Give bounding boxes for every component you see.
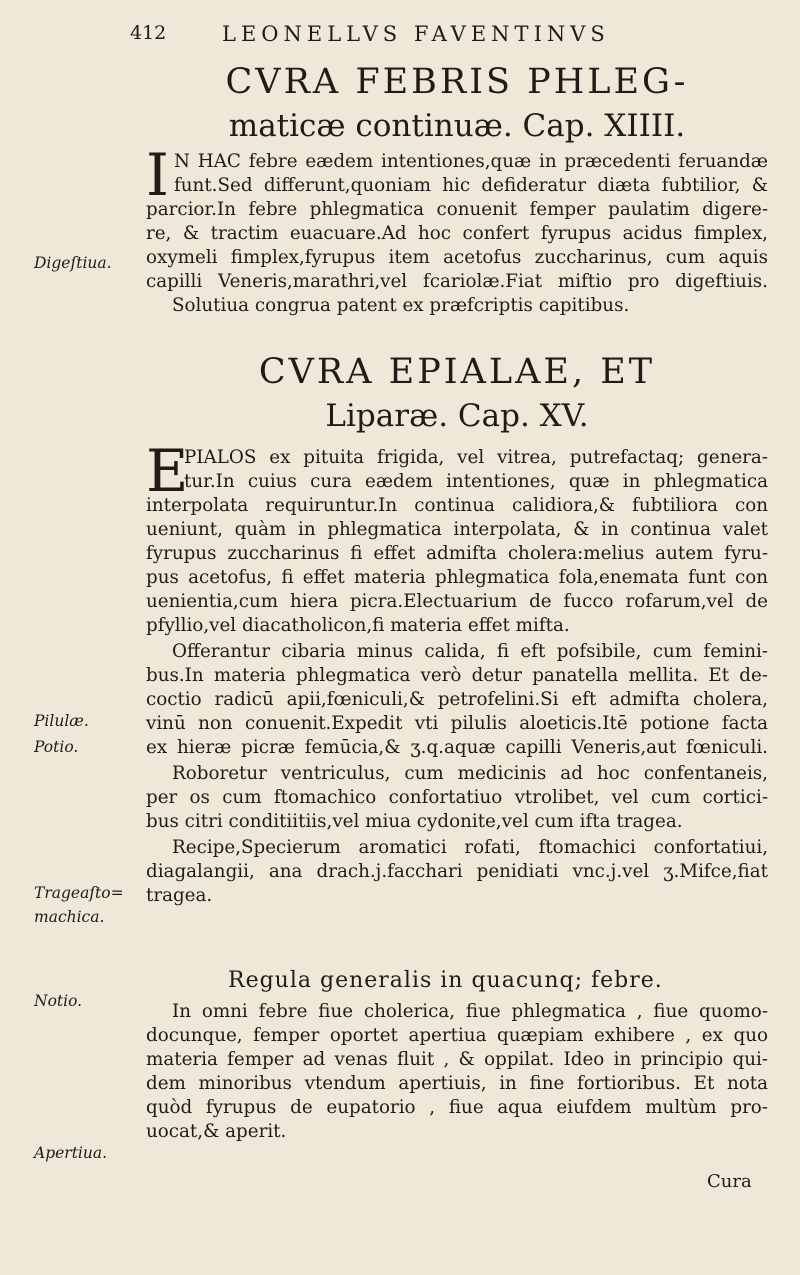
margin-note-trageastomachica-cont: machica.	[34, 908, 105, 926]
drop-cap-i: I	[146, 141, 169, 209]
rule-heading: Regula generalis in quacunq; febre.	[228, 968, 663, 993]
text-line: Recipe,Specierum aromatici rofati, ftomachici confortatiui,	[172, 837, 768, 858]
text-line: materia femper ad venas fluit , & oppilat. Ideo in principio qui-	[146, 1049, 768, 1070]
chapter-14-title: CVRA FEBRIS PHLEG-	[225, 62, 689, 102]
text-line: tur.In cuius cura eædem intentiones, quæ in phlegmatica	[184, 471, 768, 492]
margin-note-potio: Potio.	[34, 738, 79, 756]
catchword: Cura	[707, 1171, 752, 1192]
text-line: pfyllio,vel diacatholicon,fi materia effet mifta.	[146, 615, 570, 636]
chapter-15-title: CVRA EPIALAE, ET	[258, 352, 656, 392]
text-line: bus citri conditiitiis,vel miua cydonite,vel cum ifta tragea.	[146, 811, 683, 832]
text-line: Roboretur ventriculus, cum medicinis ad hoc confentaneis,	[172, 763, 768, 784]
text-line: re, & tractim euacuare.Ad hoc confert fyrupus acidus fimplex,	[146, 223, 768, 244]
text-line: PIALOS ex pituita frigida, vel vitrea, putrefactaq; genera-	[184, 447, 768, 468]
text-line: Solutiua congrua patent ex præfcriptis capitibus.	[172, 295, 630, 316]
text-line: ex hieræ picræ femūcia,& ʒ.q.aquæ capilli Veneris,aut fœniculi.	[146, 737, 768, 758]
chapter-15-subtitle: Liparæ. Cap. XV.	[325, 398, 589, 434]
text-line: coctio radicū apii,fœniculi,& petrofelini.Si eft admifta cholera,	[146, 689, 768, 710]
text-line: dem minoribus vtendum apertiuis, in fine fortioribus. Et nota	[146, 1073, 768, 1094]
text-line: vinū non conuenit.Expedit vti pilulis aloeticis.Itē potione facta	[146, 713, 768, 734]
chapter-14-subtitle: maticæ continuæ. Cap. XIIII.	[228, 108, 686, 144]
text-line: Offerantur cibaria minus calida, fi eft pofsibile, cum femini-	[172, 641, 768, 662]
text-line: N HAC febre eædem intentiones,quæ in præcedenti feruandæ	[174, 151, 768, 172]
chapter-15-body	[146, 437, 768, 966]
drop-cap-e: E	[146, 437, 189, 505]
text-line: funt.Sed differunt,quoniam hic defideratur diæta fubtilior, &	[174, 175, 768, 196]
text-line: capilli Veneris,marathri,vel fcariolæ.Fiat miftio pro digeftiuis.	[146, 271, 768, 292]
text-line: parcior.In febre phlegmatica conuenit femper paulatim digere-	[146, 199, 768, 220]
text-line: fyrupus zuccharinus fi effet admifta cholera:melius autem fyru-	[146, 543, 768, 564]
margin-note-trageastomachica: Trageaſto=	[34, 884, 124, 902]
text-line: interpolata requiruntur.In continua calidiora,& fubtiliora con	[146, 495, 768, 516]
margin-note-pilulae: Pilulæ.	[34, 712, 89, 730]
page-number: 412	[130, 22, 167, 44]
margin-note-digestiua: Digeſtiua.	[34, 254, 112, 272]
text-line: quòd fyrupus de eupatorio , fiue aqua eiufdem multùm pro-	[146, 1097, 768, 1118]
text-line: In omni febre fiue cholerica, fiue phlegmatica , fiue quomo-	[172, 1001, 768, 1022]
text-line: ueniunt, quàm in phlegmatica interpolata, & in continua valet	[146, 519, 768, 540]
text-line: uocat,& aperit.	[146, 1121, 287, 1142]
running-head: LEONELLVS FAVENTINVS	[222, 22, 610, 46]
text-line: uenientia,cum hiera picra.Electuarium de fucco rofarum,vel de	[146, 591, 768, 612]
text-line: docunque, femper oportet apertiua quæpiam exhibere , ex quo	[146, 1025, 768, 1046]
margin-note-notio: Notio.	[34, 992, 83, 1010]
text-line: per os cum ftomachico confortatiuo vtrolibet, vel cum cortici-	[146, 787, 768, 808]
rule-body	[146, 1000, 768, 1170]
text-line: tragea.	[146, 885, 213, 906]
margin-note-apertiua: Apertiua.	[34, 1144, 108, 1162]
text-line: bus.In materia phlegmatica verò detur panatella mellita. Et de-	[146, 665, 768, 686]
page-header	[0, 22, 800, 52]
text-line: pus acetofus, fi effet materia phlegmatica fola,enemata funt con	[146, 567, 768, 588]
text-line: oxymeli fimplex,fyrupus item acetofus zuccharinus, cum aquis	[146, 247, 768, 268]
chapter-14-body	[146, 141, 768, 340]
text-line: diagalangii, ana drach.j.facchari penidiati vnc.j.vel ʒ.Mifce,fiat	[146, 861, 768, 882]
